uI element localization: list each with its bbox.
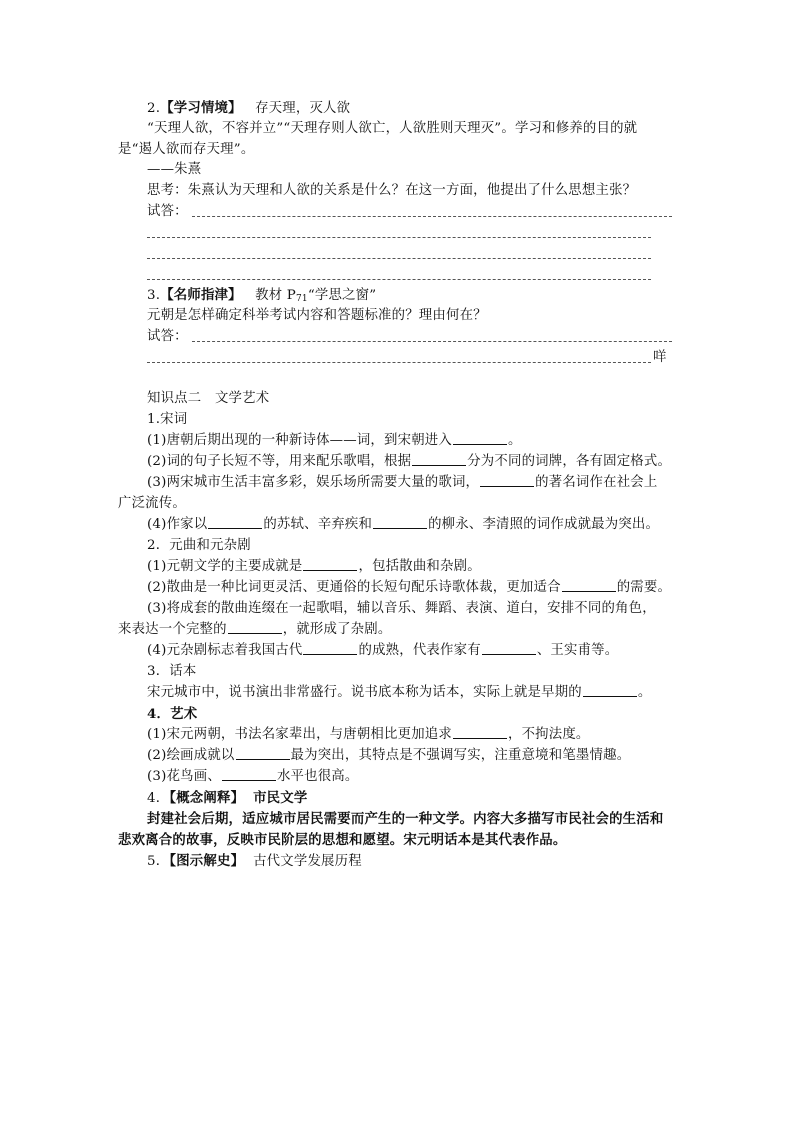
concept-heading: 4．【概念阐释】 市民文学	[147, 790, 308, 806]
fill-blank[interactable]	[412, 452, 466, 466]
fill-blank[interactable]	[453, 431, 507, 445]
ci-title: 1.宋词	[147, 412, 188, 427]
fill-blank[interactable]	[453, 725, 507, 739]
qu-line-3-cont: 来表达一个完整的 ，就形成了杂剧。	[118, 622, 392, 637]
section-number: 3.	[147, 288, 161, 303]
section-tag: 【概念阐释】	[169, 790, 245, 806]
art-line-1: (1)宋元两朝，书法名家辈出，与唐朝相比更加追求 ，不拘法度。	[147, 727, 590, 742]
section-2-heading	[147, 98, 350, 119]
diagram-heading: 5．【图示解史】 古代文学发展历程	[147, 853, 362, 869]
fill-blank[interactable]	[222, 767, 276, 781]
quote-line-2: 是“遏人欲而存天理”。	[118, 142, 255, 157]
fill-blank[interactable]	[228, 620, 282, 634]
fill-blank[interactable]	[583, 683, 637, 697]
fill-blank[interactable]	[303, 557, 357, 571]
textbook-window: “学思之窗”	[307, 288, 377, 303]
fill-blank[interactable]	[373, 515, 427, 529]
textbook-ref: 教材 P	[255, 288, 296, 303]
knowledge-heading: 知识点二 文学艺术	[147, 391, 270, 406]
answer-line[interactable]	[192, 341, 672, 342]
section-tag: 【图示解史】	[169, 853, 245, 869]
stray-char: 咩	[653, 350, 667, 365]
page-subscript: 71	[295, 294, 308, 304]
answer-line[interactable]	[147, 279, 651, 280]
art-title: 4．艺术	[147, 706, 198, 722]
answer-line[interactable]	[192, 216, 672, 217]
question-2: 思考：朱熹认为天理和人欲的关系是什么？在这一方面，他提出了什么思想主张？	[147, 183, 637, 198]
answer-line[interactable]	[147, 362, 651, 363]
fill-blank[interactable]	[562, 578, 616, 592]
huaben-line-1: 宋元城市中，说书演出非常盛行。说书底本称为话本，实际上就是早期的 。	[147, 685, 652, 700]
fill-blank[interactable]	[480, 473, 534, 487]
section-number: 2.	[147, 101, 161, 116]
fill-blank[interactable]	[236, 746, 290, 760]
section-tag: 【学习情境】	[160, 100, 242, 116]
qu-line-2: (2)散曲是一种比词更灵活、更通俗的长短句配乐诗歌体裁，更加适合 的需要。	[147, 580, 672, 595]
concept-line-2: 悲欢离合的故事，反映市民阶层的思想和愿望。宋元明话本是其代表作品。	[118, 832, 567, 848]
qu-line-4: (4)元杂剧标志着我国古代 的成熟，代表作家有 、王实甫等。	[147, 643, 619, 658]
fill-blank[interactable]	[482, 641, 536, 655]
question-3: 元朝是怎样确定科举考试内容和答题标准的？理由何在？	[147, 308, 487, 323]
quote-author: ——朱熹	[147, 162, 202, 177]
section-topic: 存天理，灭人欲	[255, 101, 351, 116]
ci-line-4: (4)作家以 的苏轼、辛弃疾和 的柳永、李清照的词作成就最为突出。	[147, 517, 660, 532]
qu-line-1: (1)元朝文学的主要成就是 ，包括散曲和杂剧。	[147, 559, 481, 574]
ci-line-1: (1)唐朝后期出现的一种新诗体——词，到宋朝进入 。	[147, 433, 522, 448]
answer-line[interactable]	[147, 258, 651, 259]
section-topic: 市民文学	[253, 790, 308, 806]
answer-label-3: 试答：	[147, 329, 188, 344]
huaben-title: 3．话本	[147, 664, 197, 679]
concept-line-1: 封建社会后期，适应城市居民需要而产生的一种文学。内容大多描写市民社会的生活和	[147, 811, 664, 827]
fill-blank[interactable]	[208, 515, 262, 529]
section-tag: 【名师指津】	[160, 287, 242, 303]
qu-title: 2．元曲和元杂剧	[147, 538, 251, 553]
ci-line-2: (2)词的句子长短不等，用来配乐歌唱，根据 分为不同的词牌，各有固定格式。	[147, 454, 672, 469]
fill-blank[interactable]	[303, 641, 357, 655]
ci-line-3-cont: 广泛流传。	[118, 496, 186, 511]
qu-line-3: (3)将成套的散曲连缀在一起歌唱，辅以音乐、舞蹈、表演、道白，安排不同的角色，	[147, 601, 656, 616]
quote-line-1: “天理人欲，不容并立”“天理存则人欲亡，人欲胜则天理灭”。学习和修养的目的就	[147, 121, 638, 136]
art-line-2: (2)绘画成就以 最为突出，其特点是不强调写实，注重意境和笔墨情趣。	[147, 748, 631, 763]
answer-label-2: 试答：	[147, 204, 188, 219]
answer-line[interactable]	[147, 237, 651, 238]
ci-line-3: (3)两宋城市生活丰富多彩，娱乐场所需要大量的歌词， 的著名词作在社会上	[147, 475, 658, 490]
section-topic: 古代文学发展历程	[253, 854, 362, 869]
art-line-3: (3)花鸟画、 水平也很高。	[147, 769, 359, 784]
